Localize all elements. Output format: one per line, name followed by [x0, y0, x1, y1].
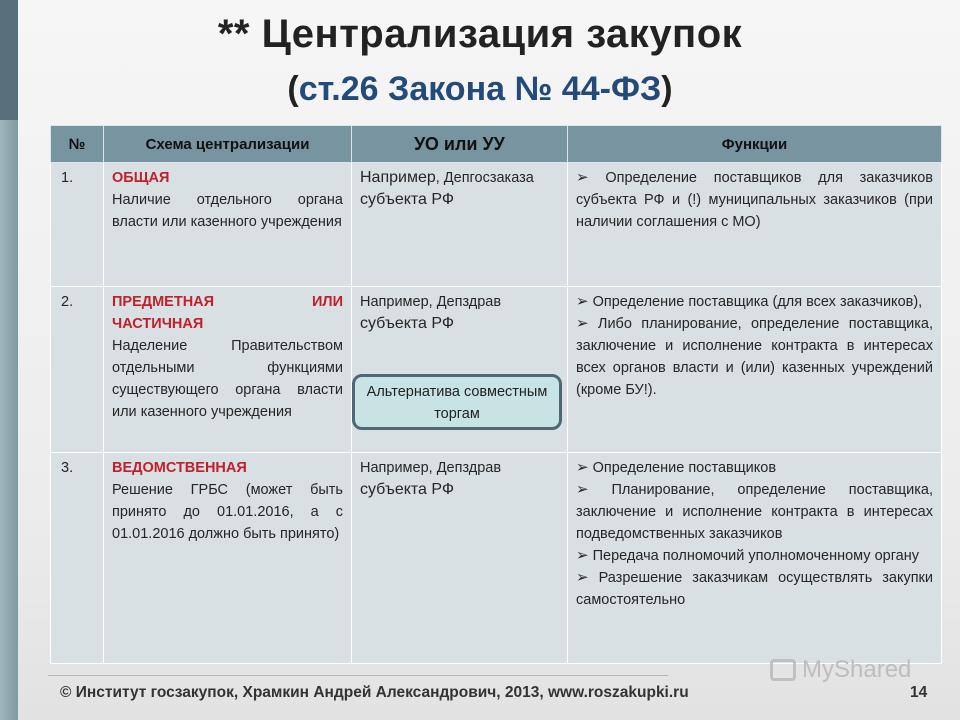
slide-subtitle: [0, 70, 960, 109]
function-item: [576, 479, 933, 545]
scheme-type: ОБЩАЯ: [112, 170, 170, 186]
function-item: [576, 545, 933, 567]
functions-cell: [568, 287, 942, 453]
authority-cell: [352, 163, 568, 287]
scheme-description: Наличие отдельного органа власти или казенного учреждения: [112, 192, 343, 230]
scheme-description: Наделение Правительством отдельными функциями существующего органа власти или казенного учреждения: [112, 338, 343, 420]
bullet-arrow-icon: ➢: [576, 459, 589, 476]
scheme-cell: [104, 453, 352, 664]
scheme-type: ПРЕДМЕТНАЯ ИЛИ ЧАСТИЧНАЯ: [112, 294, 343, 332]
table-row: [51, 453, 942, 664]
example-region: субъекта РФ: [360, 315, 455, 332]
function-text: Либо планирование, определение поставщика, заключение и исполнение контракта в интересах всех органов власти и (или) казенных учреждений (кроме БУ!).: [576, 316, 933, 398]
bullet-arrow-icon: ➢: [576, 481, 589, 498]
row-number: 3.: [51, 453, 104, 664]
header-authority: УО или УУ: [352, 126, 568, 163]
bullet-arrow-icon: ➢: [576, 547, 589, 564]
scheme-cell: [104, 287, 352, 453]
example-lead: Например, Депздрав: [360, 460, 502, 476]
header-scheme: Схема централизации: [104, 126, 352, 163]
footer-divider: [48, 675, 668, 676]
function-item: [576, 313, 933, 401]
header-number: №: [51, 126, 104, 163]
function-text: Передача полномочий уполномоченному органу: [592, 548, 920, 564]
example-lead: Например: [360, 169, 436, 186]
bullet-arrow-icon: ➢: [576, 315, 589, 332]
subtitle-close-paren: ): [661, 70, 673, 108]
example-region: субъекта РФ: [360, 481, 455, 498]
function-text: Определение поставщиков для заказчиков субъекта РФ и (!) муниципальных заказчиков (при наличии соглашения с МО): [576, 170, 934, 230]
presentation-icon: [770, 659, 796, 681]
page-number: 14: [910, 684, 928, 701]
functions-cell: [568, 453, 942, 664]
function-item: [576, 291, 933, 313]
footer-copyright: © Институт госзакупок, Храмкин Андрей Александрович, 2013, www.roszakupki.ru: [60, 684, 689, 701]
function-item: [576, 457, 933, 479]
alternative-callout: Альтернатива совместным торгам: [352, 374, 562, 430]
bullet-arrow-icon: ➢: [576, 569, 589, 586]
bullet-arrow-icon: ➢: [576, 293, 589, 310]
row-number: 2.: [51, 287, 104, 453]
example-org: , Депгосзаказа: [435, 170, 534, 186]
scheme-description: Решение ГРБС (может быть принято до 01.01.2016, а с 01.01.2016 должно быть принято): [112, 482, 343, 542]
function-text: Планирование, определение поставщика, заключение и исполнение контракта в интересах подведомственных заказчиков: [576, 482, 933, 542]
scheme-cell: [104, 163, 352, 287]
watermark: [770, 656, 911, 684]
row-number: 1.: [51, 163, 104, 287]
table-row: [51, 163, 942, 287]
functions-cell: [568, 163, 942, 287]
example-lead: Например, Депздрав: [360, 294, 502, 310]
slide-title: ** Централизация закупок: [217, 12, 743, 56]
function-text: Определение поставщика (для всех заказчиков),: [592, 294, 923, 310]
header-functions: Функции: [568, 126, 942, 163]
function-text: Определение поставщиков: [592, 460, 777, 476]
bullet-arrow-icon: ➢: [576, 169, 589, 186]
watermark-text: MyShared: [802, 656, 912, 683]
scheme-type: ВЕДОМСТВЕННАЯ: [112, 460, 247, 476]
subtitle-open-paren: (: [287, 70, 299, 108]
function-text: Разрешение заказчикам осуществлять закупки самостоятельно: [576, 570, 934, 608]
table-header-row: [51, 126, 942, 163]
subtitle-main: ст.26 Закона № 44-ФЗ: [298, 70, 662, 108]
function-item: [576, 567, 933, 611]
authority-cell: [352, 453, 568, 664]
function-item: [576, 167, 933, 233]
example-region: субъекта РФ: [360, 191, 455, 208]
